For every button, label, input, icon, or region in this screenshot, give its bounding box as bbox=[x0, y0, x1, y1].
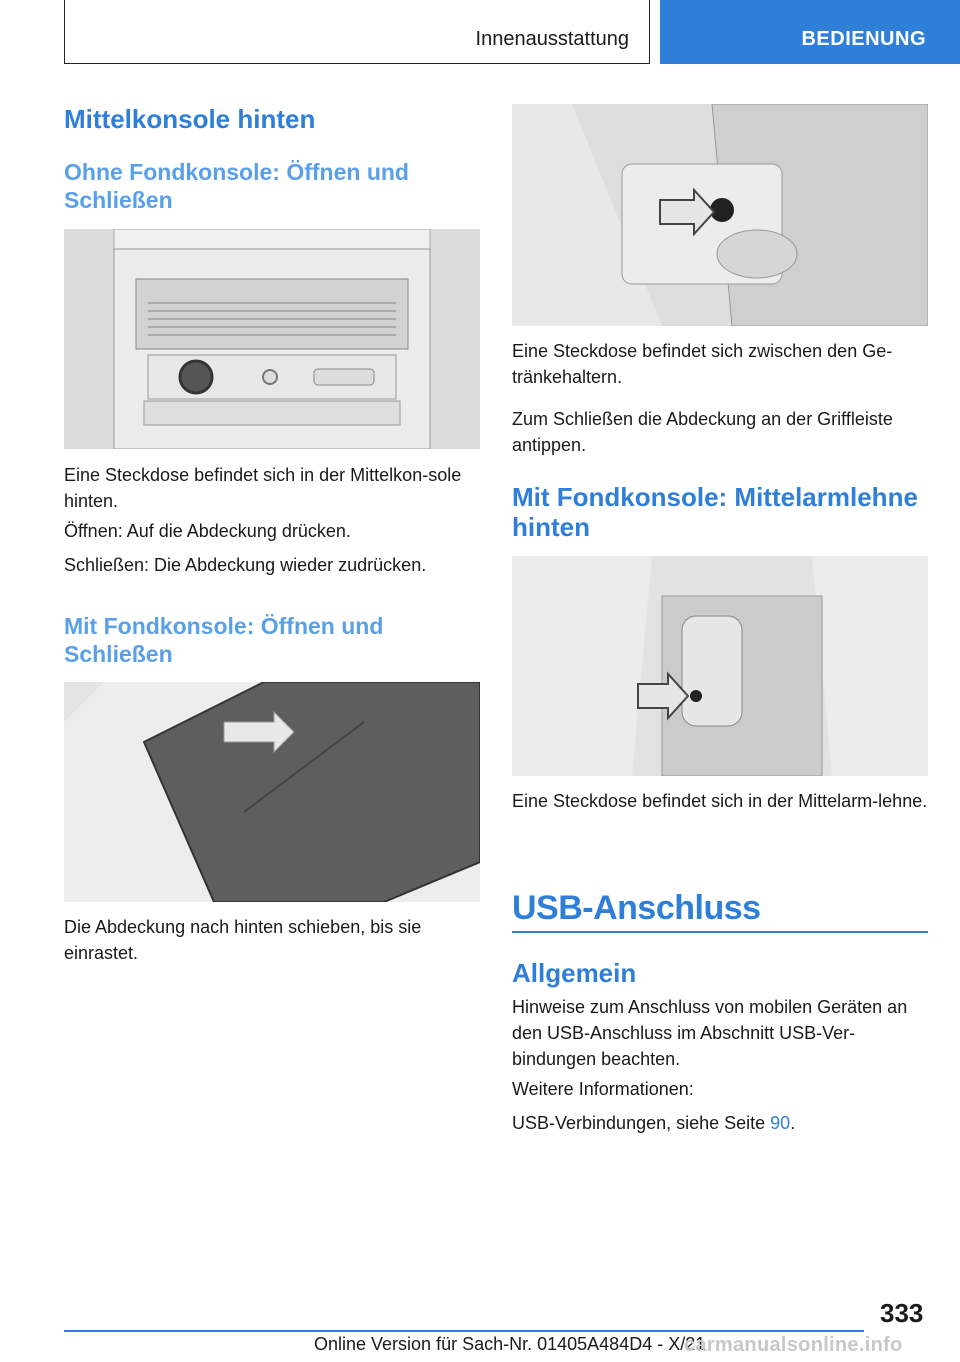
right-paragraph-3: Eine Steckdose befindet sich in der Mittelarm-lehne. bbox=[512, 791, 928, 811]
header-section-title: Innenausstattung bbox=[475, 28, 629, 50]
footer-online-version: Online Version für Sach-Nr. 01405A484D4 - X/21 bbox=[314, 1334, 706, 1354]
header-chapter-tab[interactable] bbox=[660, 0, 960, 64]
left-paragraph-1: Eine Steckdose befindet sich in der Mittelkon-sole hinten. bbox=[64, 465, 462, 511]
crossref-prefix: USB-Verbindungen, siehe Seite bbox=[512, 1113, 771, 1133]
right-paragraph-4: Hinweise zum Anschluss von mobilen Geräten an den USB-Anschluss im Abschnitt USB-Ver-bindungen beachten. bbox=[512, 997, 908, 1069]
watermark: carmanualsonline.info bbox=[684, 1334, 903, 1356]
left-paragraph-3: Schließen: Die Abdeckung wieder zudrücken. bbox=[64, 555, 427, 575]
image-console-cupholders bbox=[512, 104, 928, 326]
section-title-mittelkonsole: Mittelkonsole hinten bbox=[64, 104, 316, 134]
right-paragraph-1: Eine Steckdose befindet sich zwischen den Ge-tränkehaltern. bbox=[512, 341, 893, 387]
chapter-title-usb: USB-Anschluss bbox=[512, 889, 761, 927]
page-number: 333 bbox=[880, 1298, 924, 1328]
header-section-box bbox=[64, 0, 650, 64]
crossref-suffix: . bbox=[790, 1113, 796, 1133]
right-paragraph-2: Zum Schließen die Abdeckung an der Griffleiste antippen. bbox=[512, 409, 893, 455]
subheading-allgemein: Allgemein bbox=[512, 958, 637, 988]
image-console-cover-slide bbox=[64, 682, 480, 902]
usb-title-rule bbox=[512, 931, 928, 933]
header-chapter-label: BEDIENUNG bbox=[801, 28, 926, 50]
image-armrest-socket bbox=[512, 556, 928, 776]
footer-rule bbox=[64, 1330, 864, 1332]
left-paragraph-2: Öffnen: Auf die Abdeckung drücken. bbox=[64, 521, 351, 541]
subheading-mit-fondkonsole: Mit Fondkonsole: Öffnen und Schließen bbox=[64, 613, 384, 667]
left-paragraph-4: Die Abdeckung nach hinten schieben, bis sie einrastet. bbox=[64, 917, 422, 963]
right-paragraph-6 bbox=[512, 1110, 928, 1136]
page-link-90[interactable]: 90 bbox=[770, 1113, 791, 1133]
image-console-without-rear bbox=[64, 229, 480, 449]
subheading-mittelarmlehne: Mit Fondkonsole: Mittelarmlehne hinten bbox=[512, 482, 918, 542]
subheading-ohne-fondkonsole: Ohne Fondkonsole: Öffnen und Schließen bbox=[64, 159, 409, 213]
right-paragraph-5: Weitere Informationen: bbox=[512, 1079, 694, 1099]
